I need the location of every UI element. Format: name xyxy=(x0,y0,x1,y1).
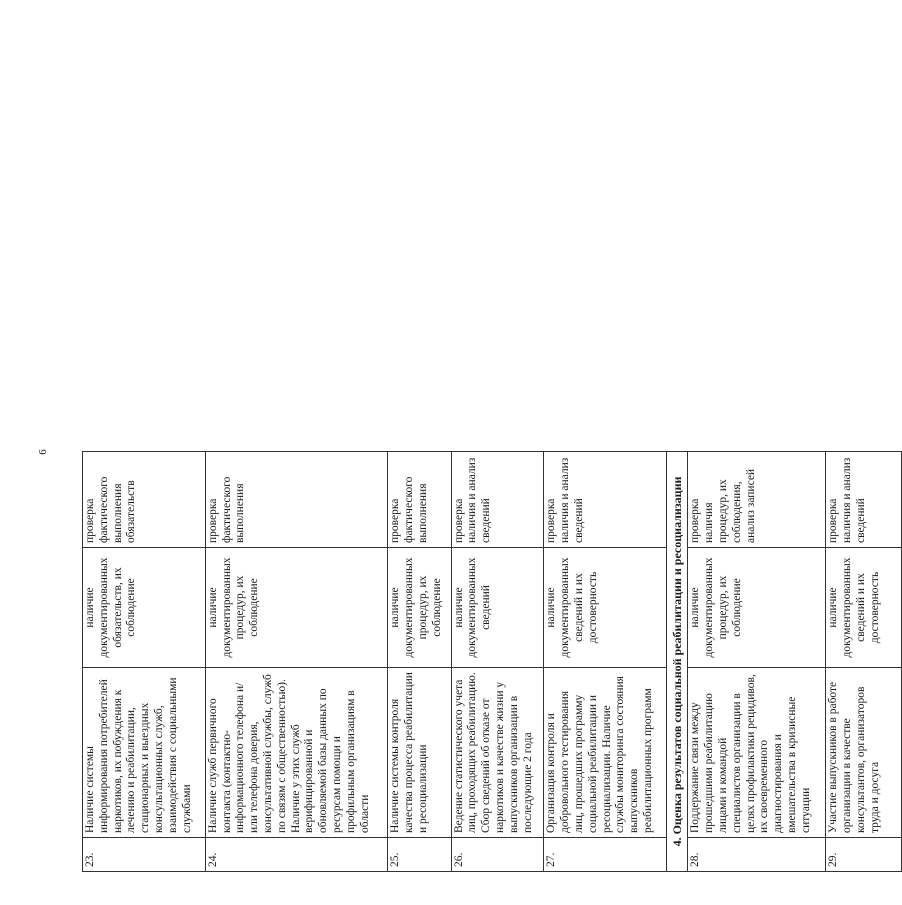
indicator-cell: наличие документированных процедур, их соблюдение xyxy=(688,548,826,668)
row-number: 24. xyxy=(205,838,388,872)
criterion-cell: Участие выпускников в работе организации в качестве консультантов, организаторов труда и досуга xyxy=(826,668,902,838)
section-title: 4. Оценка результатов социальной реабилитации и ресоциализации xyxy=(667,452,688,872)
method-cell: проверка наличия процедур, их соблюдения, анализ записей xyxy=(688,452,826,548)
indicator-cell: наличие документированных процедур, их соблюдение xyxy=(205,548,388,668)
method-cell: проверка наличия и анализ сведений xyxy=(544,452,667,548)
table-row xyxy=(83,452,206,872)
criterion-cell: Поддержание связи между прошедшими реабилитацию лицами и командой специалистов организации в целях профилактики рецидивов, их своевременного диагностирования и вмешательства в кризисные ситуации xyxy=(688,668,826,838)
criterion-cell: Организация контроля и добровольного тестирования лиц, прошедших программу социальной реабилитации и ресоциализации. Наличие службы мониторинга состояния выпускников реабилитационных программ xyxy=(544,668,667,838)
table-row xyxy=(826,452,902,872)
row-number: 26. xyxy=(451,838,544,872)
indicator-cell: наличие документированных обязательств, их соблюдение xyxy=(83,548,206,668)
indicator-cell: наличие документированных процедур, их соблюдение xyxy=(388,548,451,668)
method-cell: проверка фактического выполнения xyxy=(388,452,451,548)
table-row xyxy=(544,452,667,872)
indicator-cell: наличие документированных сведений и их достоверность xyxy=(544,548,667,668)
rotated-table-container xyxy=(82,452,902,872)
criterion-cell: Наличие системы информирования потребителей наркотиков, их побуждения к лечению и реабилитации, стационарных и выездных консультационных служб, взаимодействия с социальными службами xyxy=(83,668,206,838)
criterion-cell: Наличие системы контроля качества процесса реабилитации и ресоциализации xyxy=(388,668,451,838)
criteria-table xyxy=(82,451,902,872)
criterion-cell: Наличие служб первичного контакта (контактно-информационного телефона и/или телефона доверия, консультативной службы, служб по связям с общественностью). Наличие у этих служб верифицированной и обновляемой базы данных по ресурсам помощи и профильным организациям в области xyxy=(205,668,388,838)
row-number: 28. xyxy=(688,838,826,872)
indicator-cell: наличие документированных сведений и их достоверность xyxy=(826,548,902,668)
criterion-cell: Ведение статистического учета лиц, проходящих реабилитацию. Сбор сведений об отказе от наркотиков и качестве жизни у выпускников организации в последующие 2 года xyxy=(451,668,544,838)
row-number: 25. xyxy=(388,838,451,872)
method-cell: проверка фактического выполнения обязательств xyxy=(83,452,206,548)
method-cell: проверка фактического выполнения xyxy=(205,452,388,548)
page-number: 6 xyxy=(36,449,49,455)
section-row xyxy=(667,452,688,872)
indicator-cell: наличие документированных сведений xyxy=(451,548,544,668)
table-row xyxy=(205,452,388,872)
method-cell: проверка наличия и анализ сведений xyxy=(451,452,544,548)
method-cell: проверка наличия и анализ сведений xyxy=(826,452,902,548)
table-row xyxy=(451,452,544,872)
table-row xyxy=(688,452,826,872)
row-number: 23. xyxy=(83,838,206,872)
table-row xyxy=(388,452,451,872)
row-number: 29. xyxy=(826,838,902,872)
row-number: 27. xyxy=(544,838,667,872)
